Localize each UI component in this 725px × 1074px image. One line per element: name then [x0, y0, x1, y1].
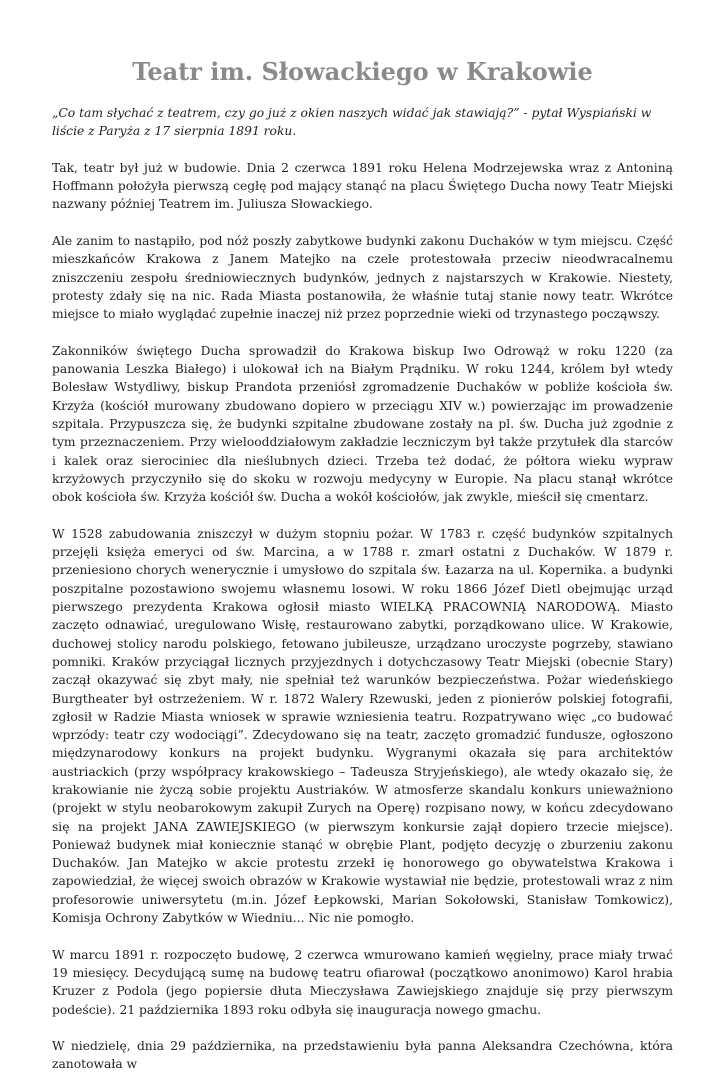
document-page — [52, 0, 673, 1074]
page-title: Teatr im. Słowackiego w Krakowie — [132, 57, 593, 86]
paragraph-5: W marcu 1891 r. rozpoczęto budowę, 2 czerwca wmurowano kamień węgielny, prace miały trwać 19 miesięcy. Decydującą sumę na budowę teatru ofiarował (początkowo anonimowo) Karol hrabia Kruzer z Podola (jego popiersie dłuta Mieczysława Zawiejskiego znajduje się przy pierwszym podeście). 21 października 1893 roku odbyła się inauguracja nowego gmachu. — [52, 947, 673, 1017]
paragraph-1: Tak, teatr był już w budowie. Dnia 2 czerwca 1891 roku Helena Modrzejewska wraz z Antoniną Hoffmann położyła pierwszą cegłę pod mający stanąć na placu Świętego Ducha nowy Teatr Miejski nazwany później Teatrem im. Juliusza Słowackiego. — [52, 160, 673, 212]
opening-quote: „Co tam słychać z teatrem, czy go już z okien naszych widać jak stawiają?” - pytał Wyspiański w liście z Paryża z 17 sierpnia 1891 roku. — [52, 106, 652, 139]
paragraph-3: Zakonników świętego Ducha sprowadził do Krakowa biskup Iwo Odrowąż w roku 1220 (za panowania Leszka Białego) i ulokował ich na Białym Prądniku. W roku 1244, królem był wtedy Bolesław Wstydliwy, biskup Prandota przeniósł zgromadzenie Duchaków w pobliże kościoła św. Krzyża (kościół murowany zbudowano dopiero w przeciągu XIV w.) powierzając im prowadzenie szpitala. Przypuszcza się, że budynki szpitalne zbudowane zostały na pl. św. Ducha już zgodnie z tym przeznaczeniem. Przy wielooddziałowym zakładzie leczniczym był także przytułek dla starców i kalek oraz sierociniec dla nieślubnych dzieci. Trzeba też dodać, że półtora wieku wypraw krzyżowych przyczyniło się do skoku w rozwoju medycyny w Europie. Na placu stanął wkrótce obok kościoła św. Krzyża kościół św. Ducha a wokół kościołów, jak zwykle, mieścił się cmentarz. — [52, 343, 673, 505]
paragraph-6: W niedzielę, dnia 29 października, na przedstawieniu była panna Aleksandra Czechówna, która zanotowała w — [52, 1039, 673, 1072]
paragraph-2: Ale zanim to nastąpiło, pod nóż poszły zabytkowe budynki zakonu Duchaków w tym miejscu. Część mieszkańców Krakowa z Janem Matejko na czele protestowała przeciw nieodwracalnemu zniszczeniu zespołu średniowiecznych budynków, jednych z najstarszych w Krakowie. Niestety, protesty zdały się na nic. Rada Miasta postanowiła, że właśnie tutaj stanie nowy teatr. Wkrótce miejsce to miało wyglądać zupełnie inaczej niż przez poprzednie wieki od trzynastego począwszy. — [52, 234, 673, 322]
paragraph-4: W 1528 zabudowania zniszczył w dużym stopniu pożar. W 1783 r. część budynków szpitalnych przejęli księża emeryci od św. Marcina, a w 1788 r. zmarł ostatni z Duchaków. W 1879 r. przeniesiono chorych wenerycznie i umysłowo do szpitala św. Łazarza na ul. Kopernika. a budynki poszpitalne pozostawiono swojemu własnemu losowi. W roku 1866 Józef Dietl obejmując urząd pierwszego prezydenta Krakowa ogłosił miasto WIELKĄ PRACOWNIĄ NARODOWĄ. Miasto zaczęto odnawiać, uregulowano Wisłę, restaurowano zabytki, porządkowano ulice. W Krakowie, duchowej stolicy narodu polskiego, fetowano jubileusze, urządzano uroczyste pogrzeby, stawiano pomniki. Kraków przyciągał licznych przyjezdnych i dotychczasowy Teatr Miejski (obecnie Stary) zaczął okazywać się zbyt mały, nie spełniał też warunków bezpieczeństwa. Pożar wiedeńskiego Burgtheater był ostrzeżeniem. W r. 1872 Walery Rzewuski, jeden z pionierów polskiej fotografii, zgłosił w Radzie Miasta wniosek w sprawie wzniesienia teatru. Rozpatrywano więc „co budować wprzódy: teatr czy wodociągi”. Zdecydowano się na teatr, zaczęto gromadzić fundusze, ogłoszono międzynarodowy konkurs na projekt budynku. Wygranymi okazała się para architektów austriackich (przy współpracy krakowskiego – Tadeusza Stryjeńskiego), ale wtedy okazało się, że krakowianie nie życzą sobie projektu Austriaków. W atmosferze skandalu konkurs unieważniono (projekt w stylu neobarokowym zakupił Zurych na Operę) rozpisano nowy, w końcu zdecydowano się na projekt JANA ZAWIEJSKIEGO (w pierwszym konkursie zajął dopiero trzecie miejsce). Ponieważ budynek miał koniecznie stanąć w obrębie Plant, podjęto decyzję o zburzeniu zakonu Duchaków. Jan Matejko w akcie protestu zrzekł ię honorowego go obywatelstwa Krakowa i zapowiedział, że więcej swoich obrazów w Krakowie wystawiał nie będzie, protestowali wraz z nim profesorowie uniwersytetu (m.in. Józef Łepkowski, Marian Sokołowski, Stanisław Tomkowicz), Komisja Ochrony Zabytków w Wiedniu... Nic nie pomogło. — [52, 526, 673, 926]
